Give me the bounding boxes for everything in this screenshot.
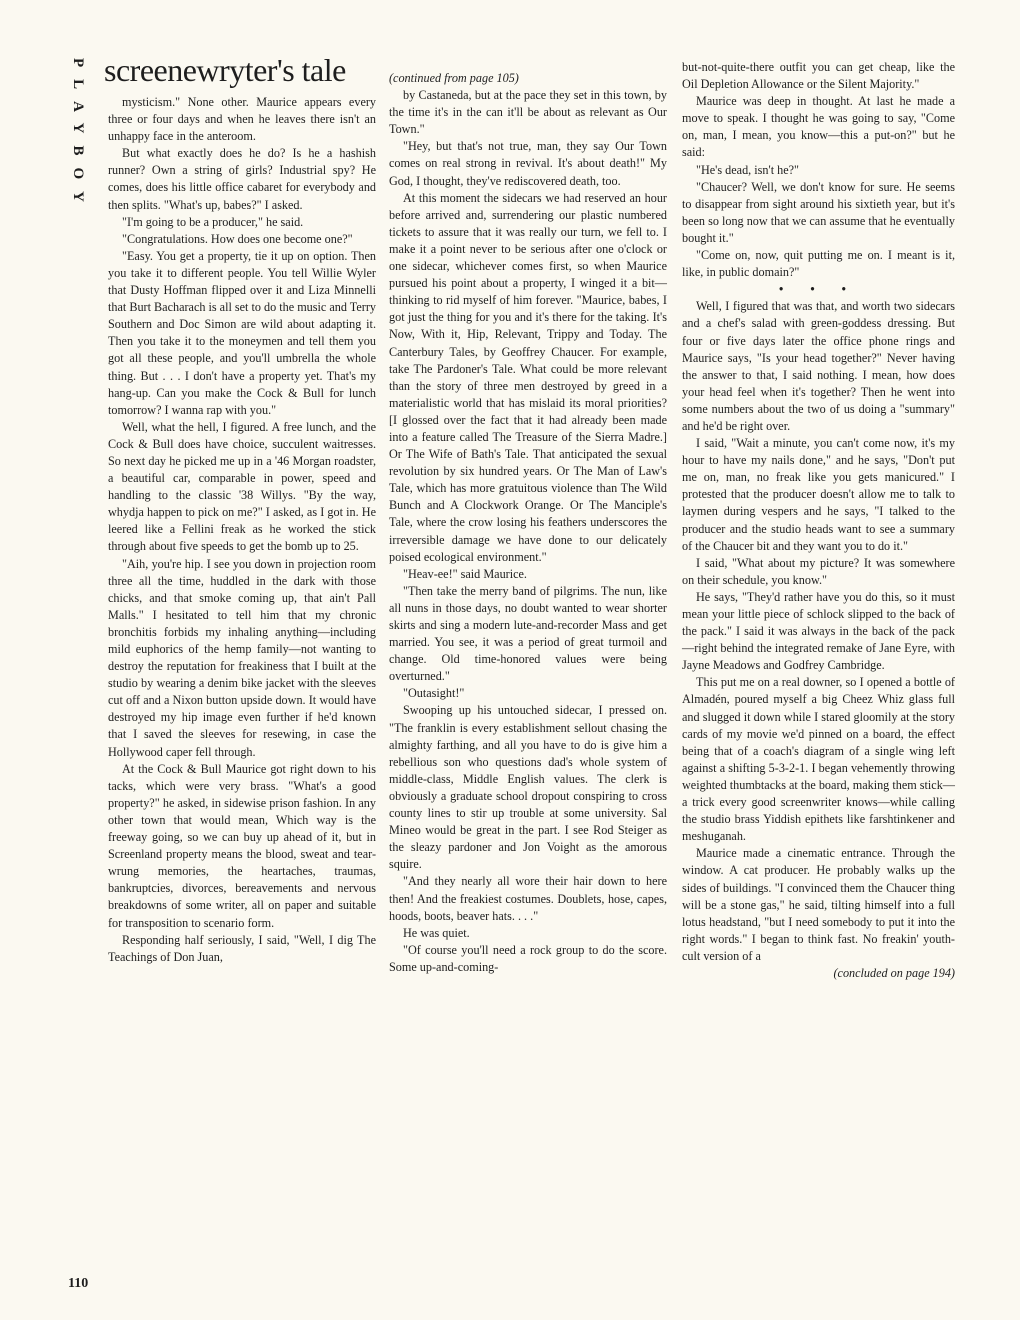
article-headline: screenewryter's tale	[104, 52, 346, 88]
paragraph: He says, "They'd rather have you do this, so it must mean your little piece of schlock slipped to the back of the pack." I said it was always in the back of the pack—right behind the integrated remake of Jane Eyre, with Jayne Meadows and Godfrey Cambridge.	[682, 589, 955, 673]
paragraph: "Hey, but that's not true, man, they say Our Town comes on real strong in revival. It's about death!" My God, I thought, they've rediscovered death, too.	[389, 139, 667, 188]
paragraph: Responding half seriously, I said, "Well, I dig The Teachings of Don Juan,	[108, 932, 376, 964]
paragraph: "He's dead, isn't he?"	[696, 162, 800, 177]
column-1	[108, 94, 376, 966]
concluded-note: (concluded on page 194)	[833, 965, 955, 980]
paragraph: "Aih, you're hip. I see you down in projection room three all the time, huddled in the dark with those chicks, and that smoke coming up, that ain't Pall Malls." I hesitated to tell him that my chronic bronchitis forbids my inhaling anything—including mild euphorics of the hemp family—not wanting to destroy the reputation for freakiness that I built at the studio by wearing a denim bike jacket with the sleeves cut off and a Nixon button upside down. It would have destroyed my hip image even further if he'd known that I saved the sleeves for resewing, in case the Hollywood caper fell through.	[108, 556, 376, 759]
paragraph: He was quiet.	[403, 925, 470, 940]
paragraph: This put me on a real downer, so I opened a bottle of Almadén, poured myself a big Cheez Whiz glass full and slugged it down while I stared gloomily at the story cards of my movie we'd pinned on a board, the effect being that of a coach's diagram of a single wing left against a shifting 5-3-2-1. I began vehemently throwing weighted thumbtacks at the board, making them stick—a trick every good screenwriter knows—while calling the studio brass Yiddish epithets like farshtinkener and meshuganah.	[682, 675, 955, 844]
paragraph: Well, I figured that was that, and worth two sidecars and a chef's salad with green-goddess dressing. But four or five days later the office phone rings and Maurice says, "Is your head together?" Never having the answer to that, I said nothing. I mean, how does your head feel when it's together? Then he went into some numbers about the two of us doing a "summary" and he'd be right over.	[682, 299, 955, 433]
paragraph: "I'm going to be a producer," he said.	[122, 214, 304, 229]
paragraph: mysticism." None other. Maurice appears every three or four days and when he leaves there isn't an unhappy face in the anteroom.	[108, 95, 376, 144]
paragraph: "Heav-ee!" said Maurice.	[403, 566, 527, 581]
paragraph: Swooping up his untouched sidecar, I pressed on. "The franklin is every establishment sellout chasing the almighty farthing, and all you have to do is give him a rebellious son who questions dad's whole system of middle-class, Middle English values. The clerk is obviously a graduate school dropout conspiring to cross county lines to stir up trouble at some university. Sal Mineo would be great in the part. I see Rod Steiger as the sleazy pardoner and Jon Voight as the amorous squire.	[389, 703, 667, 872]
paragraph: by Castaneda, but at the pace they set in this town, by the time it's in the can it'll be about as relevant as Our Town."	[389, 88, 667, 137]
paragraph: Maurice made a cinematic entrance. Through the window. A cat producer. He probably walks up the sides of buildings. "I convinced them the Chaucer thing will be a stone gas," he said, tilting himself into a full lotus headstand, "but I need somebody to put it into the right words." I began to think fast. No freakin' youth-cult version of a	[682, 846, 955, 963]
paragraph: Well, what the hell, I figured. A free lunch, and the Cock & Bull does have choice, succulent waitresses. So next day he picked me up in a '46 Morgan roadster, a beautiful car, comparable in power, speed and handling to the classic '38 Willys. "By the way, whydja happen to pick on me?" I asked, as I got in. He leered like a Fellini freak as he worked the stick through about five speeds to get the bomb up to 25.	[108, 419, 376, 554]
paragraph: But what exactly does he do? Is he a hashish runner? Own a string of girls? Industrial spy? He comes, does his little office cabaret for everybody and then splits. "What's up, babes?" I asked.	[108, 146, 376, 212]
paragraph: "Then take the merry band of pilgrims. The nun, like all nuns in those days, no doubt wanted to wear shorter skirts and sing a modern lute-and-recorder Mass and get married. You see, it was a period of great turmoil and change. Old time-honored values were being overturned."	[389, 583, 667, 684]
paragraph: Maurice was deep in thought. At last he made a move to speak. I thought he was going to say, "Come on, man, I mean, you know—this a put-on?" but he said:	[682, 94, 955, 160]
paragraph: "And they nearly all wore their hair down to here then! And the freakiest costumes. Doublets, hose, capes, hoods, boots, beaver hats. . . ."	[389, 874, 667, 923]
section-separator: • • •	[779, 282, 858, 297]
column-3	[682, 59, 955, 982]
paragraph: "Congratulations. How does one become one?"	[122, 231, 353, 246]
page-number: 110	[68, 1276, 89, 1291]
continued-note: (continued from page 105)	[389, 71, 519, 85]
masthead-label: PLAYBOY	[70, 58, 86, 214]
paragraph: I said, "What about my picture? It was somewhere on their schedule, you know."	[682, 555, 955, 587]
paragraph: "Chaucer? Well, we don't know for sure. He seems to disappear from sight around his sixtieth year, but it's been so long now that we can assume that he eventually bought it."	[682, 179, 955, 245]
paragraph: At the Cock & Bull Maurice got right down to his tacks, which were very brass. "What's a good property?" he asked, in sidewise prison fashion. In any other town that would mean, Which way is the freeway going, so we can buy up ahead of it, but in Screenland property means the blood, sweat and tear-wrung memories, the heartaches, traumas, bankruptcies, divorces, bereavements and nervous breakdowns of some writer, all on paper and suitable for transposition to scenario form.	[108, 761, 376, 930]
paragraph: I said, "Wait a minute, you can't come now, it's my hour to have my nails done," and he says, "Don't put me on, man, no freak like you gets manicured." I protested that the producer doesn't allow me to talk to laymen during vespers and he says, "I talked to the producer and the studio heads want to see a summary of the Chaucer bit and they want you to do it."	[682, 436, 955, 553]
paragraph: "Come on, now, quit putting me on. I meant is it, like, in public domain?"	[682, 248, 955, 280]
paragraph: "Easy. You get a property, tie it up on option. Then you take it to different people. You tell Willie Wyler that Dusty Hoffman flipped over it and Liza Minnelli that Burt Bacharach is all set to do the music and Terry Southern and Doc Simon are wild about adapting it. Then you take it to the moneymen and tell them you got all these people, and you'll umbrella the whole thing. But . . . I don't have a property yet. That's my hang-up. Can you make the Cock & Bull for lunch tomorrow? I wanna rap with you."	[108, 248, 376, 417]
paragraph: "Of course you'll need a rock group to do the score. Some up-and-coming-	[389, 942, 667, 974]
paragraph: but-not-quite-there outfit you can get cheap, like the Oil Depletion Allowance or the Silent Majority."	[682, 60, 955, 92]
paragraph: At this moment the sidecars we had reserved an hour before arrived and, surrendering our plastic numbered tickets to assure that it was really our turn, we fell to. I make it a point never to be serious after one o'clock or one sidecar, whichever comes first, so when Maurice pursued his point about a property, I winged it a bit—thinking to rid myself of him forever. "Maurice, babes, I got just the thing for you and it's there for the taking. It's Now, With it, Hip, Relevant, Trippy and Today. The Canterbury Tales, by Geoffrey Chaucer. For example, take The Pardoner's Tale. What could be more relevant than the story of three men destroyed by greed in a materialistic world that has mislaid its moral priorities? [I glossed over the fact that it had already been made into a feature called The Treasure of the Sierra Madre.] Or The Wife of Bath's Tale. That anticipated the sexual revolution by six hundred years. Or The Man of Law's Tale, which has more gratuitous violence than The Wild Bunch and A Clockwork Orange. Or The Manciple's Tale, where the crow losing his feathers underscores the irreversible damage we have done to our delicately poised ecological environment."	[389, 190, 667, 564]
paragraph: "Outasight!"	[403, 686, 465, 701]
magazine-masthead	[64, 58, 98, 218]
column-2	[389, 70, 667, 976]
